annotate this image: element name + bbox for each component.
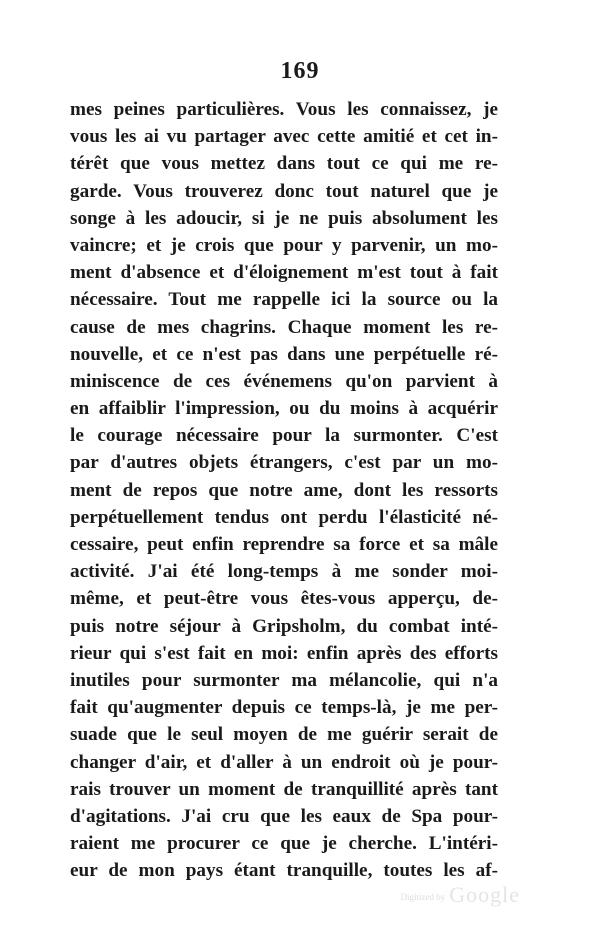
text-line: rieur qui s'est fait en moi: enfin après des efforts [70, 642, 498, 664]
text-line: le courage nécessaire pour la surmonter. C'est [70, 425, 498, 447]
text-line: térêt que vous mettez dans tout ce qui me re- [70, 153, 498, 175]
text-line: perpétuellement tendus ont perdu l'élasticité né- [70, 506, 498, 528]
text-line: en affaiblir l'impression, ou du moins à acquérir [70, 398, 498, 420]
body-text [70, 96, 498, 884]
text-line: d'agitations. J'ai cru que les eaux de Spa pour- [70, 805, 498, 827]
text-line: changer d'air, et d'aller à un endroit où je pour- [70, 751, 498, 773]
text-line: miniscence de ces événemens qu'on parvient à [70, 370, 498, 392]
text-line: songe à les adoucir, si je ne puis absolument les [70, 207, 498, 229]
digitization-watermark [400, 882, 520, 908]
text-line: eur de mon pays étant tranquille, toutes les af- [70, 860, 498, 882]
watermark-brand: Google [449, 882, 520, 907]
text-line: nécessaire. Tout me rappelle ici la source ou la [70, 289, 498, 311]
watermark-prefix: Digitized by [400, 891, 446, 902]
text-line: cause de mes chagrins. Chaque moment les re- [70, 316, 498, 338]
text-line: activité. J'ai été long-temps à me sonder moi- [70, 561, 498, 583]
text-line: nouvelle, et ce n'est pas dans une perpétuelle ré- [70, 343, 498, 365]
text-line: rais trouver un moment de tranquillité après tant [70, 778, 498, 800]
text-line: fait qu'augmenter depuis ce temps-là, je me per- [70, 697, 498, 719]
text-line: mes peines particulières. Vous les connaissez, je [70, 99, 498, 120]
text-line: inutiles pour surmonter ma mélancolie, qui n'a [70, 669, 498, 691]
page-number: 169 [280, 58, 320, 84]
text-line: raient me procurer ce que je cherche. L'intéri- [70, 833, 498, 855]
text-line: puis notre séjour à Gripsholm, du combat inté- [70, 615, 498, 637]
text-line: ment de repos que notre ame, dont les ressorts [70, 479, 498, 501]
text-line: même, et peut-être vous êtes-vous apperçu, de- [70, 588, 498, 610]
text-line: suade que le seul moyen de me guérir serait de [70, 724, 498, 746]
text-line: par d'autres objets étrangers, c'est par un mo- [70, 452, 498, 474]
text-line: vous les ai vu partager avec cette amitié et cet in- [70, 126, 498, 148]
text-line: cessaire, peut enfin reprendre sa force et sa mâle [70, 534, 498, 555]
text-line: ment d'absence et d'éloignement m'est tout à fait [70, 262, 498, 284]
text-line: garde. Vous trouverez donc tout naturel que je [70, 180, 498, 202]
text-line: vaincre; et je crois que pour y parvenir, un mo- [70, 234, 498, 256]
